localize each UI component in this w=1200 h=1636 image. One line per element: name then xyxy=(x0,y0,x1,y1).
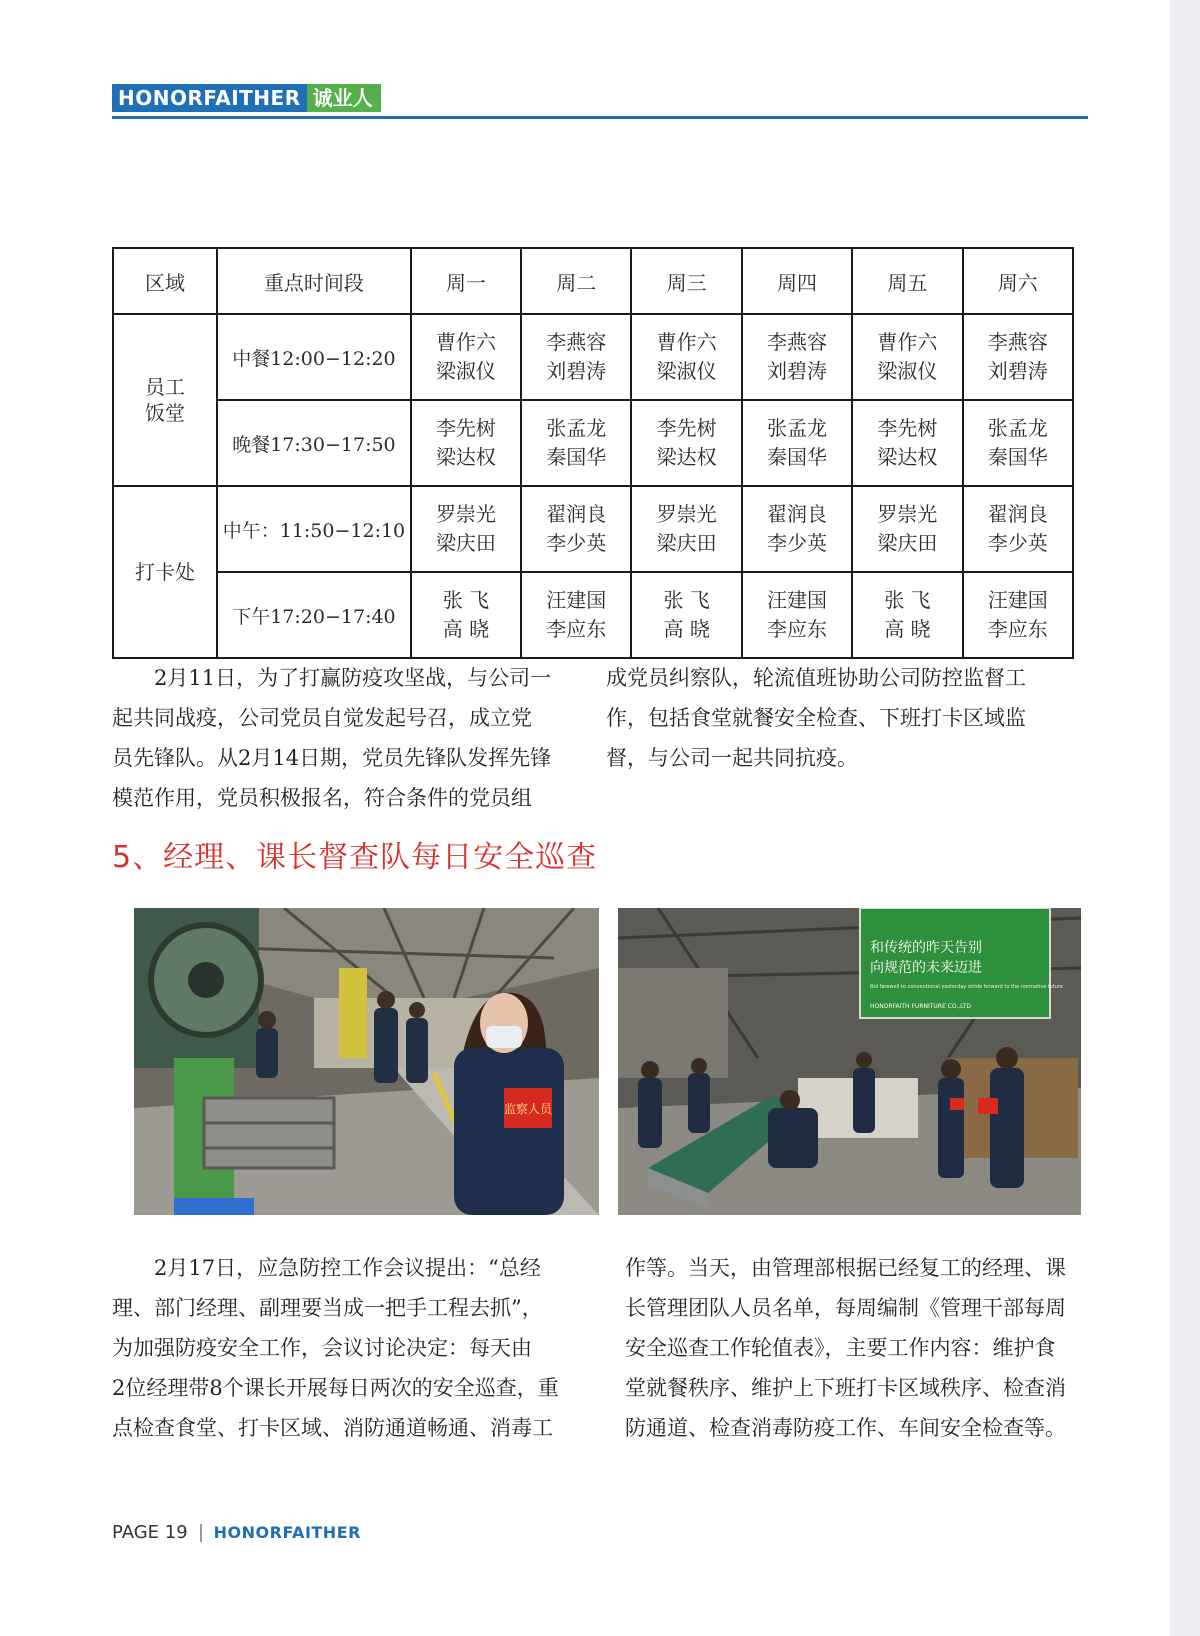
duty-cell: 张孟龙 秦国华 xyxy=(963,400,1073,486)
period-cell: 中午：11:50−12:10 xyxy=(217,486,411,572)
table-header-row xyxy=(113,248,1073,314)
brand-english: HONORFAITHER xyxy=(112,84,307,112)
header-sat: 周六 xyxy=(963,248,1073,314)
slogan-company: HONORFAITH FURNITURE CO.,LTD xyxy=(870,1003,971,1010)
footer-separator xyxy=(200,1524,202,1542)
workshop-scene-right xyxy=(618,908,1081,1215)
footer-brand: HONORFAITHER xyxy=(213,1523,361,1542)
table-row xyxy=(113,314,1073,400)
page-number: PAGE 19 xyxy=(112,1522,188,1543)
slogan-english: Bid farewell to conventional yesterday stride forward to the normative future xyxy=(870,984,1064,990)
slogan-line-1: 和传统的昨天告别 xyxy=(870,940,982,956)
header-tue: 周二 xyxy=(521,248,631,314)
duty-cell: 翟润良 李少英 xyxy=(742,486,852,572)
header-area: 区域 xyxy=(113,248,217,314)
duty-cell: 汪建国 李应东 xyxy=(521,572,631,658)
header-thu: 周四 xyxy=(742,248,852,314)
section-title: 5、经理、课长督查队每日安全巡查 xyxy=(112,840,598,875)
duty-cell: 张孟龙 秦国华 xyxy=(742,400,852,486)
paragraph-1-left: 2月11日，为了打赢防疫攻坚战，与公司一 起共同战疫，公司党员自觉发起号召，成立党 员先锋队。从2月14日期，党员先锋队发挥先锋 模范作用，党员积极报名，符合条件的党员组 xyxy=(112,666,552,810)
duty-cell: 李燕容 刘碧涛 xyxy=(521,314,631,400)
duty-cell: 翟润良 李少英 xyxy=(963,486,1073,572)
duty-cell: 汪建国 李应东 xyxy=(742,572,852,658)
duty-cell: 张孟龙 秦国华 xyxy=(521,400,631,486)
header-wed: 周三 xyxy=(631,248,741,314)
photo-factory-inspection xyxy=(134,908,599,1215)
duty-cell: 罗崇光 梁庆田 xyxy=(631,486,741,572)
header-brand-bar xyxy=(112,84,381,112)
table-row xyxy=(113,572,1073,658)
paragraph-2-left: 2月17日，应急防控工作会议提出：“总经 理、部门经理、副理要当成一把手工程去抓”， 为加强防疫安全工作，会议讨论决定：每天由 2位经理带8个课长开展每日两次的安全巡查，重 点检查食堂、打卡区域、消防通道畅通、消毒工 xyxy=(112,1256,559,1440)
duty-cell: 李先树 梁达权 xyxy=(631,400,741,486)
page-footer xyxy=(112,1522,361,1543)
table-row xyxy=(113,486,1073,572)
duty-cell: 曹作六 梁淑仪 xyxy=(411,314,521,400)
duty-cell: 张 飞 高 晓 xyxy=(852,572,962,658)
duty-cell: 曹作六 梁淑仪 xyxy=(631,314,741,400)
period-cell: 中餐12:00−12:20 xyxy=(217,314,411,400)
paragraph-2-right: 作等。当天，由管理部根据已经复工的经理、课 长管理团队人员名单，每周编制《管理干部每周 安全巡查工作轮值表》，主要工作内容：维护食 堂就餐秩序、维护上下班打卡区域秩序、检查消 防通道、检查消毒防疫工作、车间安全检查等。 xyxy=(625,1256,1066,1440)
duty-roster-table xyxy=(112,247,1074,659)
armband-label: 监察人员 xyxy=(503,1102,553,1116)
header-mon: 周一 xyxy=(411,248,521,314)
paragraph-1-right: 成党员纠察队，轮流值班协助公司防控监督工 作，包括食堂就餐安全检查、下班打卡区域监 督，与公司一起共同抗疫。 xyxy=(606,666,1026,770)
header-divider xyxy=(112,116,1088,119)
table-row xyxy=(113,400,1073,486)
duty-cell: 李燕容 刘碧涛 xyxy=(742,314,852,400)
duty-cell: 张 飞 高 晓 xyxy=(631,572,741,658)
duty-cell: 翟润良 李少英 xyxy=(521,486,631,572)
brand-chinese: 诚业人 xyxy=(307,84,381,112)
area-clock-in: 打卡处 xyxy=(113,486,217,658)
duty-cell: 汪建国 李应东 xyxy=(963,572,1073,658)
area-canteen: 员工 饭堂 xyxy=(113,314,217,486)
header-fri: 周五 xyxy=(852,248,962,314)
duty-cell: 李先树 梁达权 xyxy=(411,400,521,486)
duty-cell: 李先树 梁达权 xyxy=(852,400,962,486)
slogan-line-2: 向规范的未来迈进 xyxy=(870,960,982,976)
duty-cell: 罗崇光 梁庆田 xyxy=(852,486,962,572)
duty-cell: 李燕容 刘碧涛 xyxy=(963,314,1073,400)
period-cell: 晚餐17:30−17:50 xyxy=(217,400,411,486)
duty-cell: 张 飞 高 晓 xyxy=(411,572,521,658)
photo-workshop-patrol xyxy=(618,908,1081,1215)
header-period: 重点时间段 xyxy=(217,248,411,314)
period-cell: 下午17:20−17:40 xyxy=(217,572,411,658)
factory-scene-left xyxy=(134,908,599,1215)
duty-cell: 曹作六 梁淑仪 xyxy=(852,314,962,400)
duty-cell: 罗崇光 梁庆田 xyxy=(411,486,521,572)
page-edge-strip xyxy=(1170,0,1200,1636)
